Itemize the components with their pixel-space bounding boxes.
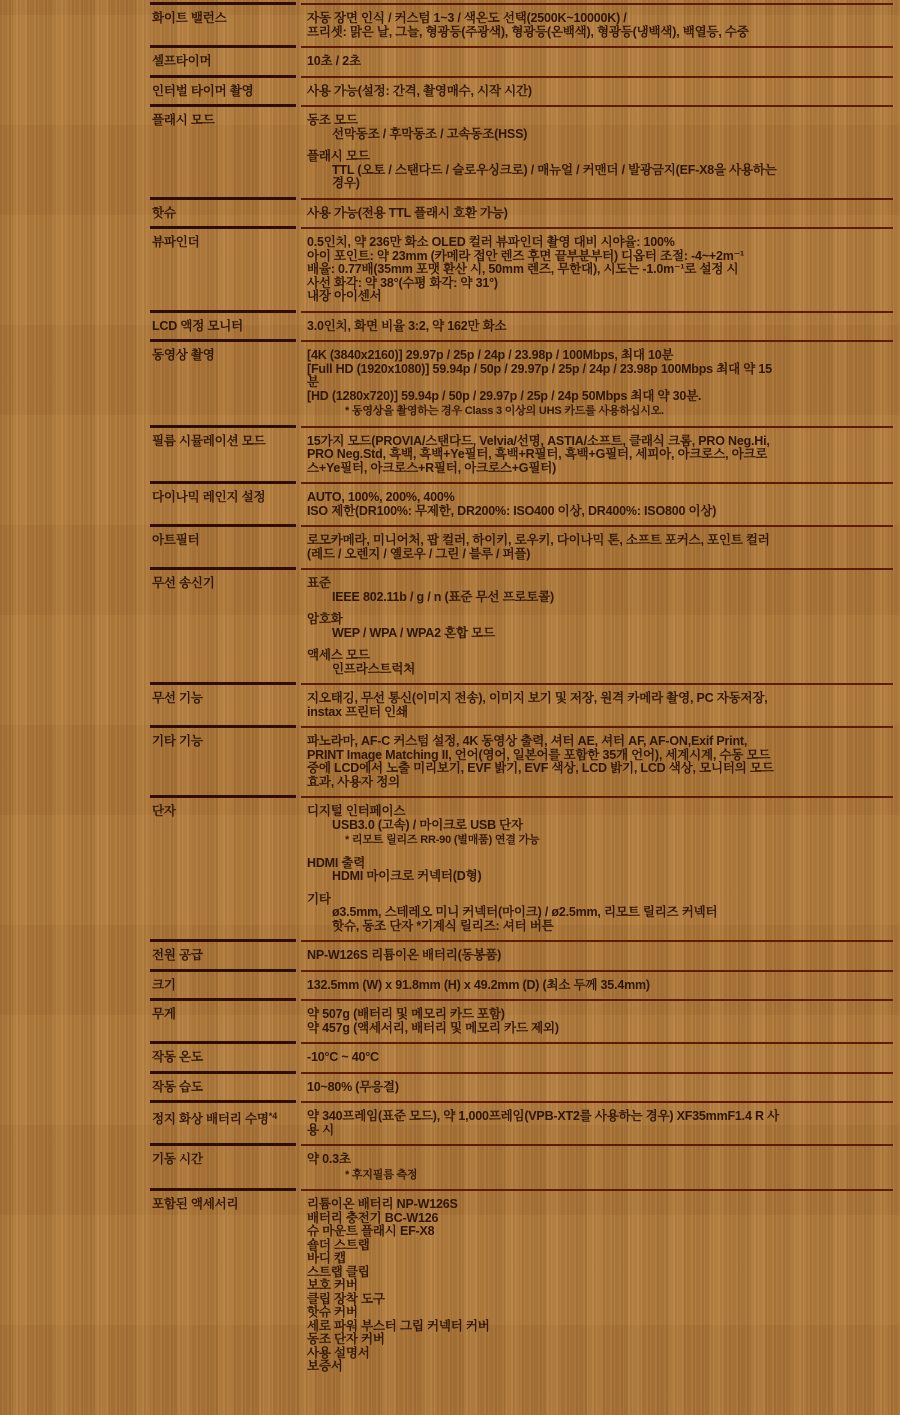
spec-label-text: 정지 화상 배터리 수명 — [152, 1112, 269, 1126]
spec-row — [150, 939, 893, 969]
spec-value-line: 표준 — [307, 576, 331, 590]
row-divider-label-segment — [150, 1143, 296, 1146]
row-divider-value-segment — [301, 46, 893, 48]
spec-label — [150, 577, 307, 676]
spec-value-line: 스트랩 클립 — [307, 1264, 370, 1279]
spec-cells — [150, 486, 893, 518]
spec-cells — [150, 1076, 893, 1095]
row-divider-label-segment — [150, 339, 296, 342]
spec-cells — [150, 231, 893, 304]
row-divider-label-segment — [150, 104, 296, 107]
row-divider-value-segment — [301, 105, 893, 107]
spec-label-text: 무선 송신기 — [152, 576, 215, 590]
row-divider — [150, 1188, 893, 1191]
spec-label-text: 플래시 모드 — [152, 113, 215, 127]
spec-value-line: 지오태깅, 무선 통신(이미지 전송), 이미지 보기 및 저장, 원격 카메라 촬영, PC 자동저장, instax 프린터 인쇄 — [307, 691, 768, 719]
row-divider — [150, 310, 893, 313]
spec-row — [150, 197, 893, 227]
row-divider-value-segment — [301, 1042, 893, 1044]
spec-value-line: 10~80% (무응결) — [307, 1079, 399, 1094]
row-divider — [150, 339, 893, 342]
row-divider — [150, 45, 893, 48]
spec-label — [150, 491, 307, 518]
spec-value-line: 인프라스트럭처 — [332, 661, 416, 676]
spec-label-text: 기동 시간 — [152, 1152, 203, 1166]
spec-value-line: 보증서 — [307, 1359, 343, 1373]
spec-label — [150, 1081, 307, 1095]
spec-row — [150, 104, 893, 197]
spec-value-line: * 동영상을 촬영하는 경우 Class 3 이상의 UHS 카드를 사용하십시오. — [345, 405, 664, 417]
row-divider — [150, 2, 893, 5]
spec-row — [150, 998, 893, 1041]
row-divider-label-segment — [150, 969, 296, 972]
spec-value-line: 사용 가능(설정: 간격, 촬영매수, 시작 시간) — [307, 83, 532, 98]
row-divider-value-segment — [301, 568, 893, 570]
row-divider — [150, 197, 893, 200]
row-divider-label-segment — [150, 1071, 296, 1074]
spec-row — [150, 226, 893, 310]
spec-value — [307, 1110, 779, 1137]
row-divider-label-segment — [150, 524, 296, 527]
spec-value-line: HDMI 마이크로 커넥터(D형) — [332, 869, 482, 883]
spec-value-line: 슈 마운트 플래시 EF-X8 — [307, 1224, 435, 1238]
spec-cells — [150, 315, 893, 334]
row-divider-value-segment — [301, 1072, 893, 1074]
spec-value-line: 기타 — [307, 891, 331, 906]
row-divider — [150, 481, 893, 484]
row-divider — [150, 1143, 893, 1146]
row-divider — [150, 998, 893, 1001]
row-divider-value-segment — [301, 940, 893, 942]
row-divider-label-segment — [150, 226, 296, 229]
spec-value-line: 15가지 모드(PROVIA/스탠다드, Velvia/선명, ASTIA/소프트, 클래식 크롬, PRO Neg.Hi, PRO Neg.Std, 흑백, 흑백+Ye필터, 흑백+R필터, 흑백+G필터, 세피아, 아크로스, 아크로스+Ye필터, 아크로스+R필터, 아크로스+G필터) — [307, 433, 770, 475]
row-divider-label-segment — [150, 1188, 296, 1191]
spec-label-text: 전원 공급 — [152, 948, 203, 962]
spec-label-text: 무게 — [152, 1007, 176, 1021]
spec-label — [150, 1051, 307, 1065]
spec-value — [307, 236, 779, 304]
spec-row — [150, 795, 893, 939]
spec-value-line: 보호 커버 — [307, 1278, 358, 1292]
spec-row — [150, 310, 893, 340]
row-divider — [150, 524, 893, 527]
spec-cells — [150, 80, 893, 99]
spec-value — [307, 534, 779, 561]
spec-value-line: 핫슈, 동조 단자 *기계식 릴리즈: 셔터 버튼 — [332, 918, 554, 933]
row-divider-label-segment — [150, 197, 296, 200]
row-divider — [150, 725, 893, 728]
spec-cells — [150, 344, 893, 419]
spec-cells — [150, 1046, 893, 1065]
spec-label — [150, 692, 307, 719]
spec-cells — [150, 7, 893, 39]
spec-cells — [150, 944, 893, 963]
spec-row — [150, 725, 893, 795]
spec-label — [150, 435, 307, 476]
row-divider-value-segment — [301, 683, 893, 685]
spec-cells — [150, 50, 893, 69]
spec-label — [150, 55, 307, 69]
spec-value-line: 약 0.3초 — [307, 1152, 351, 1166]
spec-label — [150, 236, 307, 304]
spec-value-line: 핫슈 커버 — [307, 1305, 358, 1319]
row-divider-label-segment — [150, 310, 296, 313]
spec-row — [150, 524, 893, 567]
spec-value — [307, 1051, 779, 1065]
spec-value — [307, 491, 779, 518]
spec-value — [307, 1153, 779, 1182]
spec-value-line: 0.5인치, 약 236만 화소 OLED 컬러 뷰파인더 촬영 대비 시야율: 100% — [307, 235, 675, 249]
spec-value-line: 자동 장면 인식 / 커스텀 1~3 / 색온도 선택(2500K~10000K) / — [307, 11, 627, 25]
spec-label — [150, 85, 307, 99]
row-divider-value-segment — [301, 525, 893, 527]
spec-label-text: 작동 습도 — [152, 1079, 203, 1094]
row-divider-label-segment — [150, 75, 296, 78]
row-divider — [150, 1071, 893, 1074]
spec-label-text: 다이나믹 레인지 설정 — [152, 490, 266, 504]
spec-value-line: 10초 / 2초 — [307, 54, 361, 68]
spec-value — [307, 1008, 779, 1035]
row-divider-value-segment — [301, 1144, 893, 1146]
spec-value-line: IEEE 802.11b / g / n (표준 무선 프로토콜) — [332, 589, 554, 604]
row-divider — [150, 104, 893, 107]
row-divider-value-segment — [301, 426, 893, 428]
spec-value-line: 리튬이온 배터리 NP-W126S — [307, 1197, 458, 1211]
row-divider — [150, 795, 893, 798]
spec-cells — [150, 202, 893, 221]
row-divider-value-segment — [301, 3, 893, 5]
spec-value — [307, 207, 779, 221]
spec-label-text: 작동 온도 — [152, 1050, 203, 1064]
spec-value-line: 세로 파워 부스터 그립 커넥터 커버 — [307, 1318, 490, 1333]
spec-value-line: [HD (1280x720)] 59.94p / 50p / 29.97p / 25p / 24p 50Mbps 최대 약 30분. — [307, 388, 702, 403]
spec-cells — [150, 687, 893, 719]
spec-value-line: USB3.0 (고속) / 마이크로 USB 단자 — [332, 817, 523, 832]
row-divider-label-segment — [150, 45, 296, 48]
spec-value-line: [Full HD (1920x1080)] 59.94p / 50p / 29.97p / 25p / 24p / 23.98p 100Mbps 최대 약 15분 — [307, 361, 772, 389]
spec-cells — [150, 529, 893, 561]
row-divider — [150, 1041, 893, 1044]
spec-value-line: 배율: 0.77배(35mm 포맷 환산 시, 50mm 렌즈, 무한대), 시도는 -1.0m⁻¹로 설정 시 — [307, 262, 739, 276]
spec-label — [150, 534, 307, 561]
spec-value-line: [4K (3840x2160)] 29.97p / 25p / 24p / 23.98p / 100Mbps, 최대 10분 — [307, 348, 674, 362]
spec-value-line: 프리셋: 맑은 날, 그늘, 형광등(주광색), 형광등(온백색), 형광등(냉백색), 백열등, 수중 — [307, 24, 749, 39]
spec-value-line: 디지털 인터페이스 — [307, 804, 406, 818]
spec-cells — [150, 730, 893, 789]
spec-value-line: TTL (오토 / 스탠다드 / 슬로우싱크로) / 매뉴얼 / 커맨더 / 발광금지(EF-X8을 사용하는 경우) — [332, 162, 777, 190]
spec-value — [307, 979, 779, 993]
spec-value-line: 클립 장착 도구 — [307, 1291, 385, 1306]
spec-value-line: AUTO, 100%, 200%, 400% — [307, 490, 455, 504]
row-divider-label-segment — [150, 1100, 296, 1103]
row-divider — [150, 939, 893, 942]
spec-value-line: ISO 제한(DR100%: 무제한, DR200%: ISO400 이상, DR400%: ISO800 이상) — [307, 503, 717, 518]
spec-value — [307, 349, 779, 419]
spec-label — [150, 207, 307, 221]
spec-label-text: 무선 기능 — [152, 691, 203, 705]
row-divider-value-segment — [301, 311, 893, 313]
spec-value-line: 사용 설명서 — [307, 1345, 370, 1360]
row-divider-label-segment — [150, 795, 296, 798]
spec-value-line: 사용 가능(전용 TTL 플래시 호환 가능) — [307, 205, 508, 220]
row-divider — [150, 425, 893, 428]
spec-value — [307, 735, 779, 789]
spec-label-text: 필름 시뮬레이션 모드 — [152, 433, 266, 448]
row-divider-value-segment — [301, 227, 893, 229]
spec-value-line: 바디 캡 — [307, 1251, 346, 1265]
spec-label — [150, 1198, 307, 1374]
spec-label-text: 아트필터 — [152, 533, 200, 547]
spec-value — [307, 114, 779, 191]
spec-value — [307, 435, 779, 476]
row-divider-value-segment — [301, 340, 893, 342]
spec-value-line: HDMI 출력 — [307, 855, 366, 870]
spec-row — [150, 1100, 893, 1143]
spec-label-text: 화이트 밸런스 — [152, 11, 227, 25]
spec-label-text: 단자 — [152, 804, 176, 818]
spec-label-text: 셀프타이머 — [152, 54, 212, 68]
spec-label — [150, 320, 307, 334]
spec-label-text: 핫슈 — [152, 205, 176, 220]
spec-value-line: 액세스 모드 — [307, 648, 370, 662]
spec-value-line: 아이 포인트: 약 23mm (카메라 접안 렌즈 후면 끝부분부터) 디옵터 조절: -4~+2m⁻¹ — [307, 248, 745, 263]
spec-value — [307, 577, 779, 676]
spec-value-line: 내장 아이센서 — [307, 289, 382, 303]
spec-value — [307, 1081, 779, 1095]
row-divider-label-segment — [150, 425, 296, 428]
spec-value-line: 배터리 충전기 BC-W126 — [307, 1210, 439, 1225]
spec-row — [150, 969, 893, 999]
row-divider-value-segment — [301, 76, 893, 78]
spec-row — [150, 2, 893, 45]
row-divider-label-segment — [150, 998, 296, 1001]
row-divider-value-segment — [301, 1101, 893, 1103]
spec-label-text: 뷰파인더 — [152, 235, 200, 249]
spec-value-line: 132.5mm (W) x 91.8mm (H) x 49.2mm (D) (최소 두께 35.4mm) — [307, 977, 650, 992]
spec-row — [150, 339, 893, 425]
row-divider — [150, 75, 893, 78]
spec-value-line: 약 507g (배터리 및 메모리 카드 포함) — [307, 1007, 505, 1021]
row-divider-value-segment — [301, 796, 893, 798]
row-divider-value-segment — [301, 726, 893, 728]
spec-row — [150, 682, 893, 725]
spec-value-line: NP-W126S 리튬이온 배터리(동봉품) — [307, 948, 502, 962]
spec-label — [150, 1008, 307, 1035]
spec-row — [150, 567, 893, 682]
row-divider-label-segment — [150, 481, 296, 484]
spec-value-line: 동조 단자 커버 — [307, 1332, 385, 1346]
spec-value-line: * 리모트 릴리즈 RR-90 (별매품) 연결 가능 — [345, 834, 540, 846]
spec-value-line: 로모카메라, 미니어처, 팝 컬러, 하이키, 로우키, 다이나믹 톤, 소프트 포커스, 포인트 컬러(레드 / 오렌지 / 옐로우 / 그린 / 블루 / 퍼플) — [307, 533, 770, 561]
spec-label-text: 포함된 액세서리 — [152, 1197, 239, 1211]
spec-value-line: 사선 화각: 약 38°(수평 화각: 약 31°) — [307, 275, 498, 290]
row-divider — [150, 682, 893, 685]
row-divider — [150, 226, 893, 229]
spec-cells — [150, 800, 893, 933]
spec-value-line: 암호화 — [307, 612, 343, 626]
spec-value-line: 약 340프레임(표준 모드), 약 1,000프레임(VPB-XT2를 사용하는 경우) XF35mmF1.4 R 사용 시 — [307, 1109, 779, 1137]
spec-value-line: -10°C ~ 40°C — [307, 1050, 379, 1064]
row-divider — [150, 567, 893, 570]
spec-value — [307, 55, 779, 69]
spec-label — [150, 805, 307, 933]
spec-value-line: 동조 모드 — [307, 113, 358, 127]
spec-value-line: * 후지필름 측정 — [345, 1168, 418, 1181]
spec-value-line: 약 457g (액세서리, 배터리 및 메모리 카드 제외) — [307, 1020, 559, 1035]
spec-row — [150, 481, 893, 524]
spec-value — [307, 1198, 779, 1374]
spec-label-text: LCD 액정 모니터 — [152, 318, 244, 333]
spec-value-line: ø3.5mm, 스테레오 미니 커넥터(마이크) / ø2.5mm, 리모트 릴리즈 커넥터 — [332, 905, 718, 919]
spec-cells — [150, 1148, 893, 1182]
spec-row — [150, 425, 893, 482]
spec-value-line: 파노라마, AF-C 커스텀 설정, 4K 동영상 출력, 셔터 AE, 셔터 AF, AF-ON,Exif Print, PRINT Image Matching II, 언어(영어, 일본어를 포함한 35개 언어), 세계시계, 수동 모드 중에 LCD에서 노출 미리보기, EVF 밝기, EVF 색상, LCD 밝기, LCD 색상, 모니터의 모드 효과, 사용자 정의 — [307, 734, 774, 789]
spec-cells — [150, 1105, 893, 1137]
row-divider — [150, 1100, 893, 1103]
row-divider-label-segment — [150, 682, 296, 685]
row-divider-value-segment — [301, 482, 893, 484]
row-divider-value-segment — [301, 999, 893, 1001]
spec-label-text: 인터벌 타이머 촬영 — [152, 83, 254, 98]
spec-row — [150, 1143, 893, 1188]
row-divider — [150, 969, 893, 972]
spec-value-line: 3.0인치, 화면 비율 3:2, 약 162만 화소 — [307, 318, 507, 333]
spec-label — [150, 949, 307, 963]
spec-value-line: 선막동조 / 후막동조 / 고속동조(HSS) — [332, 126, 528, 141]
spec-label — [150, 735, 307, 789]
spec-cells — [150, 430, 893, 476]
spec-value-line: 플래시 모드 — [307, 149, 370, 163]
spec-value — [307, 12, 779, 39]
row-divider-value-segment — [301, 1189, 893, 1191]
spec-cells — [150, 572, 893, 676]
spec-cells — [150, 1193, 893, 1374]
spec-row — [150, 45, 893, 75]
spec-label — [150, 349, 307, 419]
spec-cells — [150, 974, 893, 993]
row-divider-label-segment — [150, 2, 296, 5]
spec-value — [307, 692, 779, 719]
spec-label — [150, 1110, 307, 1137]
spec-label — [150, 979, 307, 993]
spec-label-text: 크기 — [152, 977, 176, 992]
spec-cells — [150, 1003, 893, 1035]
spec-value — [307, 85, 779, 99]
row-divider-label-segment — [150, 725, 296, 728]
spec-label-text: 동영상 촬영 — [152, 348, 215, 362]
spec-cells — [150, 109, 893, 191]
spec-label-text: 기타 기능 — [152, 734, 203, 748]
spec-row — [150, 1188, 893, 1380]
row-divider-label-segment — [150, 939, 296, 942]
spec-label — [150, 114, 307, 191]
spec-value-line: WEP / WPA / WPA2 혼합 모드 — [332, 625, 495, 640]
spec-value — [307, 805, 779, 933]
spec-label — [150, 12, 307, 39]
spec-value — [307, 949, 779, 963]
row-divider-value-segment — [301, 970, 893, 972]
row-divider-value-segment — [301, 198, 893, 200]
spec-row — [150, 1041, 893, 1071]
spec-row — [150, 75, 893, 105]
row-divider-label-segment — [150, 1041, 296, 1044]
row-divider-label-segment — [150, 567, 296, 570]
spec-label-footnote-marker: *4 — [268, 1111, 278, 1121]
spec-value — [307, 320, 779, 334]
spec-value-line: 숄더 스트랩 — [307, 1237, 370, 1252]
spec-row — [150, 1071, 893, 1101]
spec-label — [150, 1153, 307, 1182]
